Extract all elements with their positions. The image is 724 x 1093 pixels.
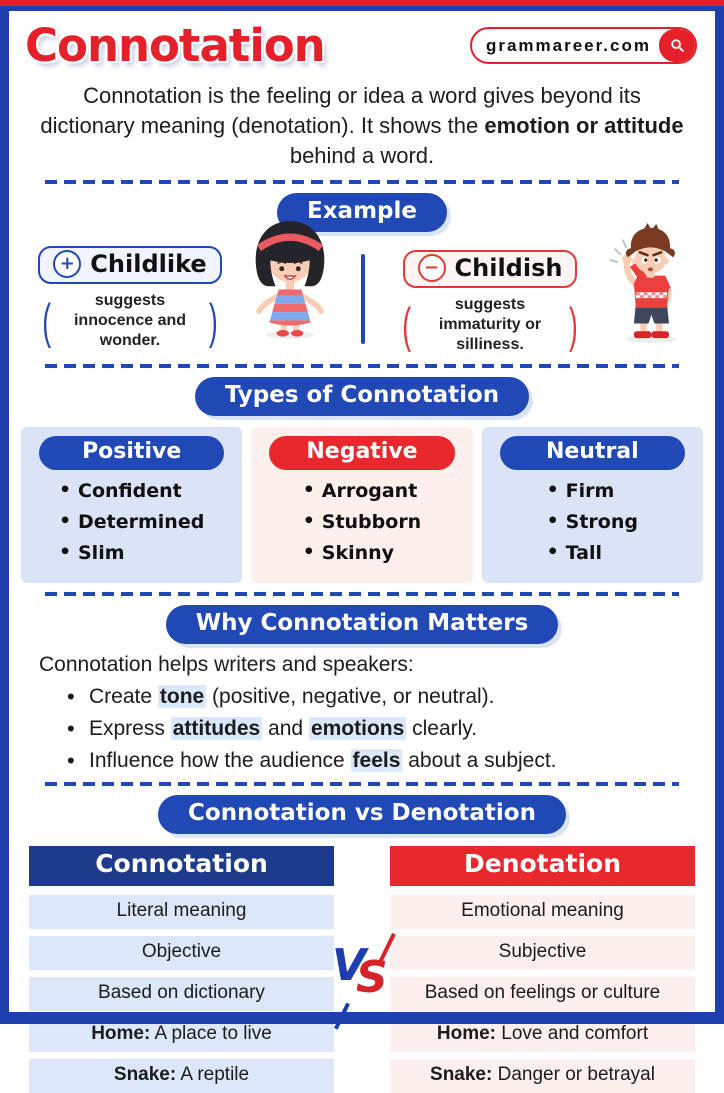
list-item: Emotional meaning [390,895,695,929]
example-heading: Example [277,193,447,232]
dashed-divider [45,782,679,786]
vertical-divider [361,254,365,344]
vs-slash [334,1003,349,1030]
negative-word-list [303,480,421,564]
negative-example [381,250,599,355]
denotation-column [390,846,695,1093]
connotation-column [29,846,334,1093]
girl-illustration [239,216,341,340]
list-item: Home: A place to live [29,1018,334,1052]
why-bullet-list [9,685,715,773]
list-item: • Create tone (positive, negative, or neutral). [67,685,715,709]
positive-card-header: Positive [39,436,224,470]
list-item: • Slim [59,542,204,564]
list-item: • Confident [59,480,204,502]
denotation-column-header: Denotation [390,846,695,886]
open-paren: ( [42,292,51,350]
list-item: Snake: A reptile [29,1059,334,1093]
negative-card-header: Negative [269,436,454,470]
types-cards [9,427,715,583]
top-accent-bar [0,0,724,6]
list-item: Home: Love and comfort [390,1018,695,1052]
list-item: • Arrogant [303,480,421,502]
list-item: • Firm [547,480,638,502]
positive-note: ( suggests innocence and wonder. ) [42,292,218,350]
childlike-term [38,246,221,284]
negative-note: ( suggests immaturity or silliness. ) [402,296,578,354]
neutral-card [482,427,703,583]
list-item: • Tall [547,542,638,564]
infographic-content [9,11,715,1086]
brand-badge[interactable] [470,27,697,64]
why-lead: Connotation helps writers and speakers: [39,653,414,677]
list-item: Based on feelings or culture [390,977,695,1011]
types-heading: Types of Connotation [195,377,529,416]
connotation-column-header: Connotation [29,846,334,886]
list-item: • Skinny [303,542,421,564]
neutral-word-list [547,480,638,564]
vs-badge: V S [330,942,394,1022]
dashed-divider [45,180,679,184]
negative-word: Childish [454,254,563,283]
versus-heading: Connotation vs Denotation [158,795,566,834]
example-row [9,232,715,355]
list-item: • Stubborn [303,511,421,533]
childish-term [403,250,578,288]
header [9,11,715,72]
dashed-divider [45,364,679,368]
neutral-card-header: Neutral [500,436,685,470]
example-section [9,193,715,355]
why-section [9,605,715,773]
list-item: Subjective [390,936,695,970]
versus-table [9,846,715,1093]
why-heading: Why Connotation Matters [166,605,559,644]
open-paren: ( [402,296,411,354]
positive-word-list [59,480,204,564]
close-paren: ) [569,296,578,354]
list-item: Objective [29,936,334,970]
positive-word: Childlike [90,250,207,279]
denotation-rows [390,895,695,1093]
minus-icon: − [418,254,446,282]
list-item: • Express attitudes and emotions clearly. [67,717,715,741]
close-paren: ) [209,292,218,350]
brand-url: grammareer.com [485,35,651,55]
intro-text: Connotation is the feeling or idea a word gives beyond its dictionary meaning (denotation). It shows the emotion or attitude behind a word. [40,83,684,169]
boy-illustration [601,222,697,344]
positive-example [21,246,239,351]
list-item: Literal meaning [29,895,334,929]
list-item: • Determined [59,511,204,533]
connotation-rows [29,895,334,1093]
search-icon[interactable] [659,29,695,62]
list-item: Based on dictionary [29,977,334,1011]
list-item: • Influence how the audience feels about a subject. [67,749,715,773]
positive-card [21,427,242,583]
dashed-divider [45,592,679,596]
list-item: • Strong [547,511,638,533]
versus-section [9,795,715,1093]
types-section [9,377,715,583]
list-item: Snake: Danger or betrayal [390,1059,695,1093]
negative-card [251,427,472,583]
page-title: Connotation [25,19,325,72]
plus-icon: + [53,250,81,278]
